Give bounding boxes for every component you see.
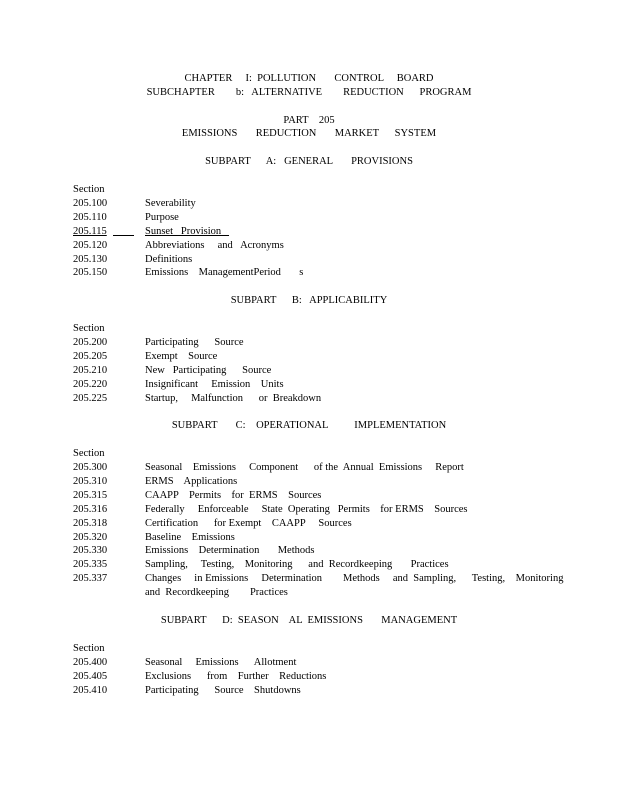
section-title: Certification for Exempt CAAPP Sources <box>145 518 352 529</box>
section-title: Startup, Malfunction or Breakdown <box>145 393 322 404</box>
chapter-heading: CHAPTER I: POLLUTION CONTROL BOARD <box>184 73 434 84</box>
section-number: 205.205 <box>73 351 108 362</box>
underline-spacer <box>113 226 145 237</box>
section-title: Exempt Source <box>145 351 218 362</box>
section-number: 205.330 <box>73 545 108 556</box>
section-title: CAAPP Permits for ERMS Sources <box>145 490 322 501</box>
section-number: 205.310 <box>73 476 108 487</box>
section-title: New Participating Source <box>145 365 272 376</box>
section-number: 205.100 <box>73 198 108 209</box>
section-title: Participating Source Shutdowns <box>145 685 301 696</box>
subpart-d-heading: SUBPART D: SEASON AL EMISSIONS MANAGEMENT <box>160 615 458 626</box>
section-number: 205.400 <box>73 657 108 668</box>
section-number: 205.220 <box>73 379 108 390</box>
section-title: Baseline Emissions <box>145 532 235 543</box>
section-number: 205.316 <box>73 504 108 515</box>
section-title: Federally Enforceable State Operating Permits for ERMS Sources <box>145 504 468 515</box>
section-title: Sampling, Testing, Monitoring and Recordkeeping Practices <box>145 559 449 570</box>
section-number: 205.300 <box>73 462 108 473</box>
section-title: Emissions ManagementPeriod s <box>145 267 304 278</box>
section-title: Participating Source <box>145 337 244 348</box>
section-column-label: Section <box>73 643 105 654</box>
section-number: 205.225 <box>73 393 108 404</box>
section-title: Seasonal Emissions Component of the Annual Emissions Report <box>145 462 464 473</box>
section-title: Severability <box>145 198 196 209</box>
section-title: Definitions <box>145 254 193 265</box>
section-column-label: Section <box>73 323 105 334</box>
subpart-a-heading: SUBPART A: GENERAL PROVISIONS <box>205 156 413 167</box>
section-column-label: Section <box>73 448 105 459</box>
section-title: ERMS Applications <box>145 476 238 487</box>
section-number: 205.405 <box>73 671 108 682</box>
subchapter-heading: SUBCHAPTER b: ALTERNATIVE REDUCTION PROGRAM <box>146 87 472 98</box>
section-number: 205.200 <box>73 337 108 348</box>
section-number-underlined: 205.115 <box>73 226 107 237</box>
section-number: 205.410 <box>73 685 108 696</box>
section-title: Abbreviations and Acronyms <box>145 240 284 251</box>
section-number: 205.120 <box>73 240 108 251</box>
section-number: 205.130 <box>73 254 108 265</box>
section-number: 205.318 <box>73 518 108 529</box>
section-title-continued: and Recordkeeping Practices <box>145 587 288 598</box>
subpart-b-heading: SUBPART B: APPLICABILITY <box>230 295 388 306</box>
section-title: Changes in Emissions Determination Methods and Sampling, Testing, Monitoring <box>145 573 564 584</box>
section-number: 205.337 <box>73 573 108 584</box>
section-column-label: Section <box>73 184 105 195</box>
section-number: 205.315 <box>73 490 108 501</box>
section-title: Emissions Determination Methods <box>145 545 315 556</box>
subpart-c-heading: SUBPART C: OPERATIONAL IMPLEMENTATION <box>171 420 447 431</box>
section-number: 205.210 <box>73 365 108 376</box>
section-number: 205.320 <box>73 532 108 543</box>
part-title: EMISSIONS REDUCTION MARKET SYSTEM <box>181 128 437 139</box>
section-title: Purpose <box>145 212 179 223</box>
section-title-underlined: Sunset Provision <box>145 226 230 237</box>
section-number: 205.335 <box>73 559 108 570</box>
section-title: Seasonal Emissions Allotment <box>145 657 297 668</box>
section-number: 205.150 <box>73 267 108 278</box>
part-number: PART 205 <box>283 115 335 126</box>
section-title: Exclusions from Further Reductions <box>145 671 327 682</box>
section-title: Insignificant Emission Units <box>145 379 284 390</box>
section-number: 205.110 <box>73 212 107 223</box>
